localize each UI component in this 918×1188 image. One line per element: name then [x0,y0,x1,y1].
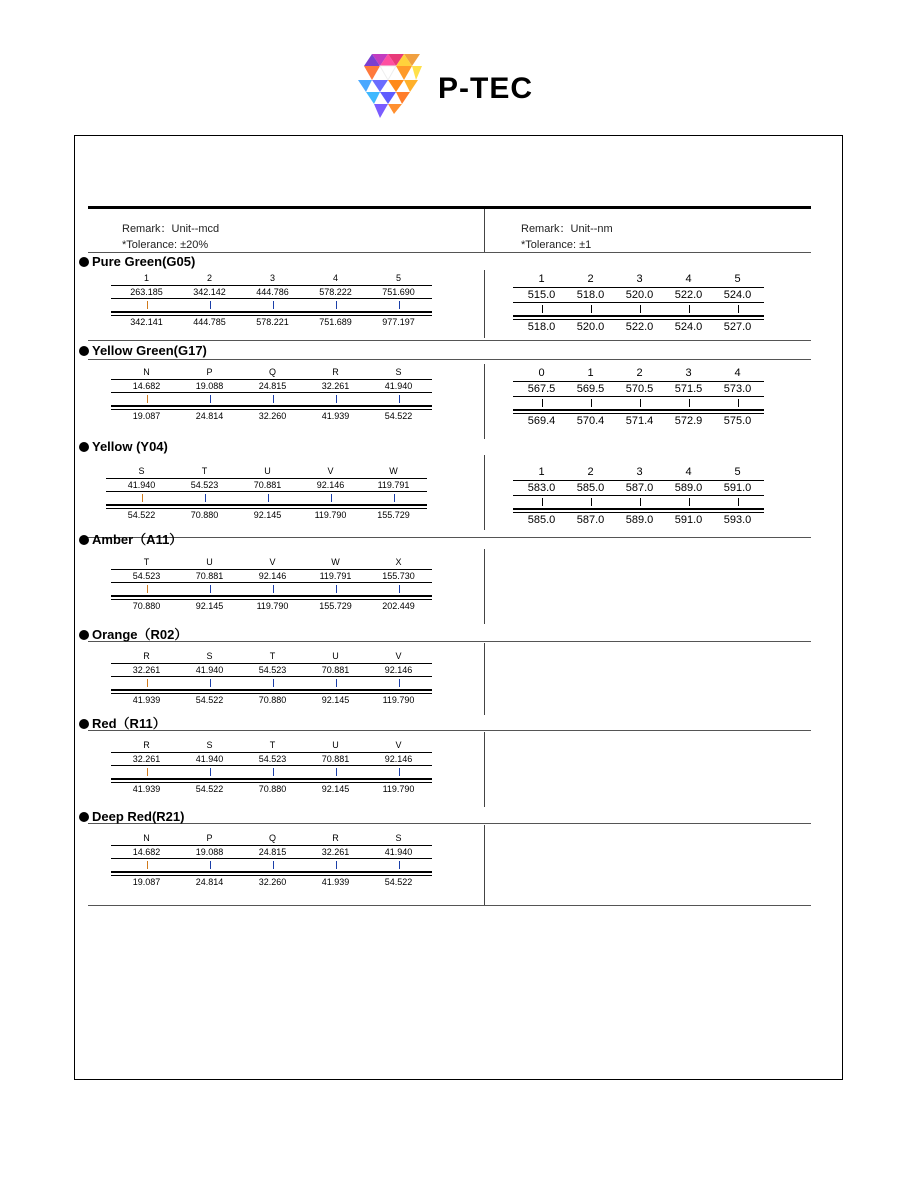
remark-right-unit: Remark：Unit--nm [521,223,613,235]
bin-code: 3 [685,367,692,379]
bin-code: T [143,557,150,567]
bin-code: 2 [206,273,212,283]
table-rule [111,663,432,664]
section-divider [88,359,811,360]
table-rule [513,512,764,513]
remark-left-tolerance: *Tolerance: ±20% [122,239,209,251]
bin-code: 2 [587,273,594,285]
bin-code: R [143,740,150,750]
range-tick [273,301,274,309]
table-rule [111,599,432,600]
range-tick [399,301,400,309]
table-rule [513,409,764,411]
bin-max-value: 92.145 [195,601,224,611]
bin-code: 4 [332,273,338,283]
bin-code: 0 [538,367,545,379]
bin-min-value: 573.0 [723,383,752,395]
bin-max-value: 520.0 [576,321,605,333]
bin-code: 5 [734,466,741,478]
bin-max-value: 54.522 [127,510,156,520]
bin-code: V [327,466,334,476]
bin-min-value: 54.523 [190,480,219,490]
bin-min-value: 41.940 [384,847,413,857]
bin-max-value: 41.939 [132,784,161,794]
table-rule [111,676,432,677]
table-rule [111,569,432,570]
bin-max-value: 518.0 [527,321,556,333]
bullet-icon [79,535,89,545]
bin-max-value: 119.790 [382,784,415,794]
bin-min-value: 155.730 [382,571,415,581]
bin-min-value: 567.5 [527,383,556,395]
bin-min-value: 19.088 [195,847,224,857]
range-tick [591,399,592,407]
bin-max-value: 593.0 [723,514,752,526]
table-rule [111,285,432,286]
bin-min-value: 585.0 [576,482,605,494]
table-rule [111,858,432,859]
bin-code: 3 [636,273,643,285]
bin-min-value: 518.0 [576,289,605,301]
bin-max-value: 19.087 [132,411,161,421]
table-rule [111,409,432,410]
range-tick [273,861,274,869]
bin-code: T [201,466,208,476]
bin-code: T [269,651,276,661]
column-divider [484,732,485,807]
range-tick [640,498,641,506]
bullet-icon [79,630,89,640]
bin-min-value: 583.0 [527,482,556,494]
bin-code: 4 [734,367,741,379]
table-rule [111,582,432,583]
bin-max-value: 19.087 [132,877,161,887]
bin-max-value: 751.689 [319,317,352,327]
bin-code: S [395,367,402,377]
range-tick [273,679,274,687]
bin-max-value: 155.729 [319,601,352,611]
range-tick [336,679,337,687]
bin-code: U [332,651,339,661]
bin-min-value: 578.222 [319,287,352,297]
bin-max-value: 155.729 [377,510,410,520]
table-rule [111,311,432,313]
bin-min-value: 24.815 [258,381,287,391]
bin-max-value: 54.522 [195,695,224,705]
section-divider [88,537,811,538]
range-tick [147,679,148,687]
section-title: Deep Red(R21) [79,809,184,824]
bin-min-value: 41.940 [384,381,413,391]
range-tick [205,494,206,502]
table-rule [106,491,427,492]
bin-max-value: 32.260 [258,411,287,421]
bullet-icon [79,442,89,452]
range-tick [640,399,641,407]
range-tick [273,395,274,403]
bin-max-value: 527.0 [723,321,752,333]
bin-max-value: 119.790 [256,601,289,611]
table-rule [106,478,427,479]
range-tick [640,305,641,313]
bin-min-value: 41.940 [127,480,156,490]
table-rule [111,752,432,753]
bin-code: 4 [685,466,692,478]
range-tick [147,301,148,309]
bin-min-value: 92.146 [316,480,345,490]
bin-max-value: 444.785 [193,317,226,327]
bin-max-value: 24.814 [195,411,224,421]
bin-code: 3 [269,273,275,283]
bin-code: N [143,833,150,843]
section-title: Pure Green(G05) [79,254,195,269]
bin-code: R [143,651,150,661]
remark-left-unit: Remark：Unit--mcd [122,223,220,235]
table-rule [513,508,764,510]
bin-max-value: 202.449 [382,601,415,611]
bin-code: W [389,466,398,476]
bin-max-value: 342.141 [130,317,163,327]
range-tick [738,498,739,506]
bullet-icon [79,346,89,356]
bin-code: 1 [538,273,545,285]
range-tick [689,305,690,313]
section-divider [88,823,811,824]
bin-max-value: 572.9 [674,415,703,427]
bin-code: W [331,557,340,567]
bin-min-value: 70.881 [321,665,350,675]
bin-min-value: 32.261 [132,754,161,764]
bin-min-value: 444.786 [256,287,289,297]
range-tick [336,395,337,403]
range-tick [591,305,592,313]
bin-code: P [206,367,213,377]
bin-max-value: 92.145 [253,510,282,520]
bin-max-value: 41.939 [321,877,350,887]
column-divider [484,825,485,905]
column-divider [484,455,485,530]
range-tick [142,494,143,502]
bin-max-value: 70.880 [132,601,161,611]
bin-code: U [206,557,213,567]
bin-max-value: 578.221 [256,317,289,327]
bin-min-value: 32.261 [321,847,350,857]
range-tick [210,768,211,776]
range-tick [542,399,543,407]
section-divider [88,252,811,253]
range-tick [336,861,337,869]
bin-min-value: 342.142 [193,287,226,297]
table-rule [111,392,432,393]
range-tick [336,585,337,593]
bin-max-value: 41.939 [132,695,161,705]
table-rule [513,413,764,414]
bullet-icon [79,812,89,822]
bin-max-value: 119.790 [382,695,415,705]
bin-min-value: 70.881 [253,480,282,490]
bin-code: Q [268,833,276,843]
bin-min-value: 24.815 [258,847,287,857]
bin-max-value: 587.0 [576,514,605,526]
bin-min-value: 520.0 [625,289,654,301]
bin-min-value: 119.791 [377,480,410,490]
bin-min-value: 70.881 [195,571,224,581]
bin-min-value: 54.523 [132,571,161,581]
bin-max-value: 569.4 [527,415,556,427]
bin-max-value: 92.145 [321,784,350,794]
range-tick [542,498,543,506]
bin-min-value: 41.940 [195,754,224,764]
range-tick [399,585,400,593]
company-logo [358,52,568,122]
bullet-icon [79,257,89,267]
bin-min-value: 119.791 [319,571,352,581]
bin-max-value: 41.939 [321,411,350,421]
bin-max-value: 70.880 [258,695,287,705]
bin-min-value: 70.881 [321,754,350,764]
bin-max-value: 522.0 [625,321,654,333]
column-divider [484,209,485,252]
bin-max-value: 70.880 [190,510,219,520]
table-rule [111,689,432,691]
table-rule [513,396,764,397]
section-title: Yellow (Y04) [79,439,168,454]
section-divider [88,641,811,642]
logo-wordmark: P-TEC [438,72,533,105]
table-rule [111,778,432,780]
bin-code: S [138,466,145,476]
bin-max-value: 575.0 [723,415,752,427]
range-tick [273,768,274,776]
bin-max-value: 54.522 [195,784,224,794]
range-tick [689,399,690,407]
bin-code: N [143,367,150,377]
bin-code: 3 [636,466,643,478]
bin-code: 1 [587,367,594,379]
range-tick [210,301,211,309]
table-rule [106,508,427,509]
bin-code: 2 [587,466,594,478]
range-tick [336,301,337,309]
range-tick [738,399,739,407]
bin-max-value: 24.814 [195,877,224,887]
bin-max-value: 591.0 [674,514,703,526]
table-rule [513,495,764,496]
table-rule [111,693,432,694]
range-tick [738,305,739,313]
bin-min-value: 54.523 [258,665,287,675]
bin-code: 2 [636,367,643,379]
bin-min-value: 589.0 [674,482,703,494]
bin-min-value: 570.5 [625,383,654,395]
range-tick [399,395,400,403]
range-tick [689,498,690,506]
table-rule [111,765,432,766]
column-divider [484,643,485,715]
bin-min-value: 14.682 [132,381,161,391]
column-divider [484,549,485,624]
bin-max-value: 589.0 [625,514,654,526]
bin-max-value: 570.4 [576,415,605,427]
bin-max-value: 585.0 [527,514,556,526]
table-rule [513,319,764,320]
bin-code: R [332,833,339,843]
bin-code: P [206,833,213,843]
bin-min-value: 515.0 [527,289,556,301]
bin-max-value: 54.522 [384,877,413,887]
table-rule [111,379,432,380]
bin-max-value: 524.0 [674,321,703,333]
section-title: Red（R11） [79,716,166,731]
section-divider [88,340,811,341]
bin-max-value: 571.4 [625,415,654,427]
range-tick [394,494,395,502]
table-rule [111,405,432,407]
bin-code: T [269,740,276,750]
bin-max-value: 70.880 [258,784,287,794]
bin-max-value: 32.260 [258,877,287,887]
table-rule [513,480,764,481]
bin-max-value: 92.145 [321,695,350,705]
bin-code: R [332,367,339,377]
bin-min-value: 32.261 [132,665,161,675]
bin-code: U [332,740,339,750]
bin-code: X [395,557,402,567]
bin-min-value: 591.0 [723,482,752,494]
bin-min-value: 92.146 [384,754,413,764]
bin-code: V [395,740,402,750]
bin-min-value: 751.690 [382,287,415,297]
table-rule [513,302,764,303]
section-title: Amber（A11） [79,532,182,547]
bin-min-value: 587.0 [625,482,654,494]
range-tick [210,861,211,869]
bin-min-value: 569.5 [576,383,605,395]
bin-min-value: 92.146 [384,665,413,675]
range-tick [542,305,543,313]
table-rule [111,871,432,873]
range-tick [147,585,148,593]
range-tick [147,768,148,776]
table-rule [111,298,432,299]
range-tick [210,395,211,403]
section-divider [88,730,811,731]
range-tick [147,395,148,403]
range-tick [399,679,400,687]
bin-min-value: 263.185 [130,287,163,297]
range-tick [591,498,592,506]
bin-min-value: 41.940 [195,665,224,675]
bin-max-value: 119.790 [314,510,347,520]
logo-gem-icon [358,52,424,120]
table-rule [111,782,432,783]
bullet-icon [79,719,89,729]
table-rule [106,504,427,506]
bin-code: 5 [395,273,401,283]
bin-code: V [395,651,402,661]
bin-min-value: 571.5 [674,383,703,395]
remark-right-tolerance: *Tolerance: ±1 [521,239,592,251]
bin-code: 5 [734,273,741,285]
bin-code: U [264,466,271,476]
range-tick [210,585,211,593]
bin-min-value: 92.146 [258,571,287,581]
bin-min-value: 522.0 [674,289,703,301]
bin-code: S [206,740,213,750]
table-rule [513,287,764,288]
bin-min-value: 19.088 [195,381,224,391]
bin-min-value: 524.0 [723,289,752,301]
bin-code: 1 [143,273,149,283]
range-tick [268,494,269,502]
range-tick [210,679,211,687]
range-tick [399,768,400,776]
column-divider [484,364,485,439]
section-divider [88,905,811,906]
section-title: Orange（R02） [79,627,187,642]
bin-min-value: 14.682 [132,847,161,857]
column-divider [484,270,485,338]
bin-min-value: 32.261 [321,381,350,391]
bin-max-value: 54.522 [384,411,413,421]
range-tick [399,861,400,869]
range-tick [331,494,332,502]
bin-code: Q [268,367,276,377]
header-rule [88,206,811,209]
table-rule [111,595,432,597]
bin-max-value: 977.197 [382,317,415,327]
section-title: Yellow Green(G17) [79,343,207,358]
table-rule [513,381,764,382]
bin-code: S [395,833,402,843]
table-rule [111,845,432,846]
table-rule [111,315,432,316]
bin-code: V [269,557,276,567]
table-rule [111,875,432,876]
bin-min-value: 54.523 [258,754,287,764]
bin-code: 4 [685,273,692,285]
range-tick [147,861,148,869]
range-tick [273,585,274,593]
range-tick [336,768,337,776]
bin-code: S [206,651,213,661]
bin-code: 1 [538,466,545,478]
table-rule [513,315,764,317]
